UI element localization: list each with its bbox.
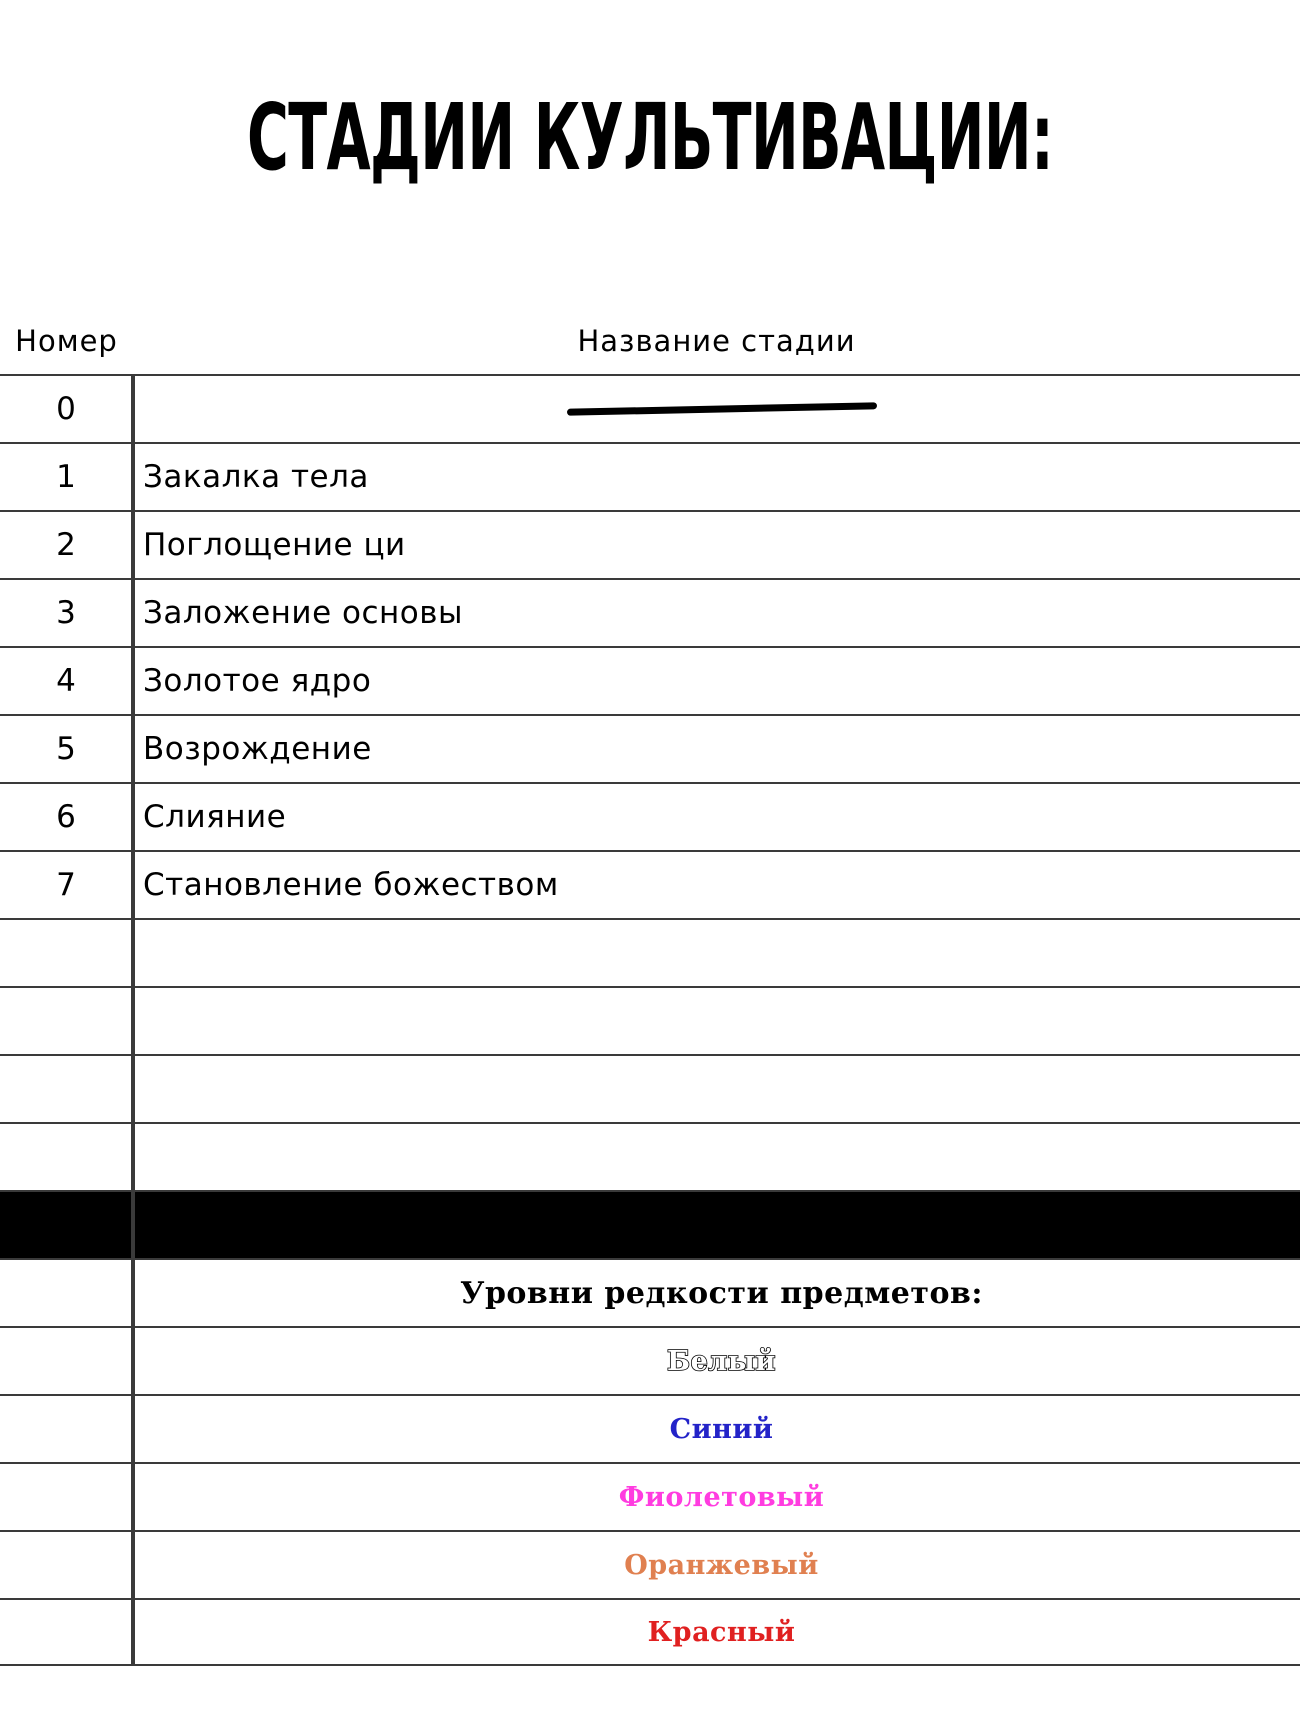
- cell-number: [0, 988, 133, 1054]
- column-divider: [131, 578, 135, 648]
- column-divider: [131, 1122, 135, 1192]
- cell-stage-name: [143, 1124, 1300, 1190]
- table-row: [0, 1326, 1300, 1394]
- cell-number: [0, 1124, 133, 1190]
- column-divider: [131, 646, 135, 716]
- table-row: [0, 1598, 1300, 1666]
- rarity-level-blue: Синий: [669, 1413, 774, 1445]
- rarity-level-red: Красный: [647, 1616, 796, 1648]
- dash-mark-icon: [566, 402, 876, 415]
- cell-number: 4: [56, 663, 77, 699]
- cell-number: 3: [56, 595, 77, 631]
- column-divider: [131, 1530, 135, 1600]
- cell-stage-name: Поглощение ци: [143, 527, 406, 563]
- column-divider: [131, 1462, 135, 1532]
- table-row: [0, 510, 1300, 578]
- page-title: СТАДИИ КУЛЬТИВАЦИИ:: [247, 84, 1054, 191]
- column-divider: [131, 1598, 135, 1666]
- table-row: [0, 714, 1300, 782]
- cell-number: [0, 1396, 133, 1462]
- table-row: [0, 578, 1300, 646]
- cell-stage-name: Слияние: [143, 799, 287, 835]
- cell-number: [0, 1056, 133, 1122]
- cultivation-stages-table: [0, 322, 1300, 1666]
- table-row: [0, 442, 1300, 510]
- rarity-level-purple: Фиолетовый: [618, 1481, 825, 1513]
- cell-number: [0, 1328, 133, 1394]
- column-divider: [131, 714, 135, 784]
- band-left: [0, 1192, 131, 1258]
- table-row: [0, 1394, 1300, 1462]
- cell-stage-name: [143, 1056, 1300, 1122]
- column-divider: [131, 510, 135, 580]
- column-divider: [131, 1394, 135, 1464]
- rarity-section-heading: Уровни редкости предметов:: [460, 1275, 983, 1311]
- cell-number: 0: [56, 391, 77, 427]
- column-divider: [131, 442, 135, 512]
- table-row: [0, 646, 1300, 714]
- column-header-number: Номер: [15, 324, 118, 358]
- table-row-empty: [0, 1122, 1300, 1190]
- table-row-empty: [0, 986, 1300, 1054]
- band-right: [135, 1192, 1300, 1258]
- cell-number: 6: [56, 799, 77, 835]
- cell-number: 7: [56, 867, 77, 903]
- column-divider: [131, 850, 135, 920]
- table-row: [0, 1258, 1300, 1326]
- table-row: [0, 374, 1300, 442]
- cell-stage-name: Заложение основы: [143, 595, 463, 631]
- cell-stage-name: [143, 988, 1300, 1054]
- cell-number: 5: [56, 731, 77, 767]
- table-row: [0, 1462, 1300, 1530]
- cell-number: [0, 1532, 133, 1598]
- column-divider: [131, 1326, 135, 1396]
- section-separator-band: [0, 1190, 1300, 1258]
- cell-number: 1: [56, 459, 77, 495]
- table-row-empty: [0, 1054, 1300, 1122]
- cell-number: [0, 1600, 133, 1664]
- cell-stage-name: [143, 376, 1300, 442]
- cell-number: [0, 920, 133, 986]
- column-divider: [131, 1258, 135, 1328]
- column-divider: [131, 1054, 135, 1124]
- column-divider: [131, 986, 135, 1056]
- rarity-level-orange: Оранжевый: [624, 1549, 819, 1581]
- cell-number: 2: [56, 527, 77, 563]
- table-row: [0, 850, 1300, 918]
- cell-stage-name: Золотое ядро: [143, 663, 372, 699]
- cell-stage-name: Возрождение: [143, 731, 372, 767]
- column-divider: [131, 782, 135, 852]
- rarity-level-white: Белый: [667, 1345, 776, 1377]
- cell-stage-name: Закалка тела: [143, 459, 369, 495]
- table-row: [0, 782, 1300, 850]
- cell-number: [0, 1464, 133, 1530]
- cell-stage-name: Становление божеством: [143, 867, 559, 903]
- column-divider: [131, 918, 135, 988]
- table-header-row: [0, 322, 1300, 374]
- cell-stage-name: [143, 920, 1300, 986]
- table-row-empty: [0, 918, 1300, 986]
- cell-number: [0, 1260, 133, 1326]
- table-row: [0, 1530, 1300, 1598]
- column-divider: [131, 374, 135, 444]
- column-header-stage-name: Название стадии: [577, 324, 856, 358]
